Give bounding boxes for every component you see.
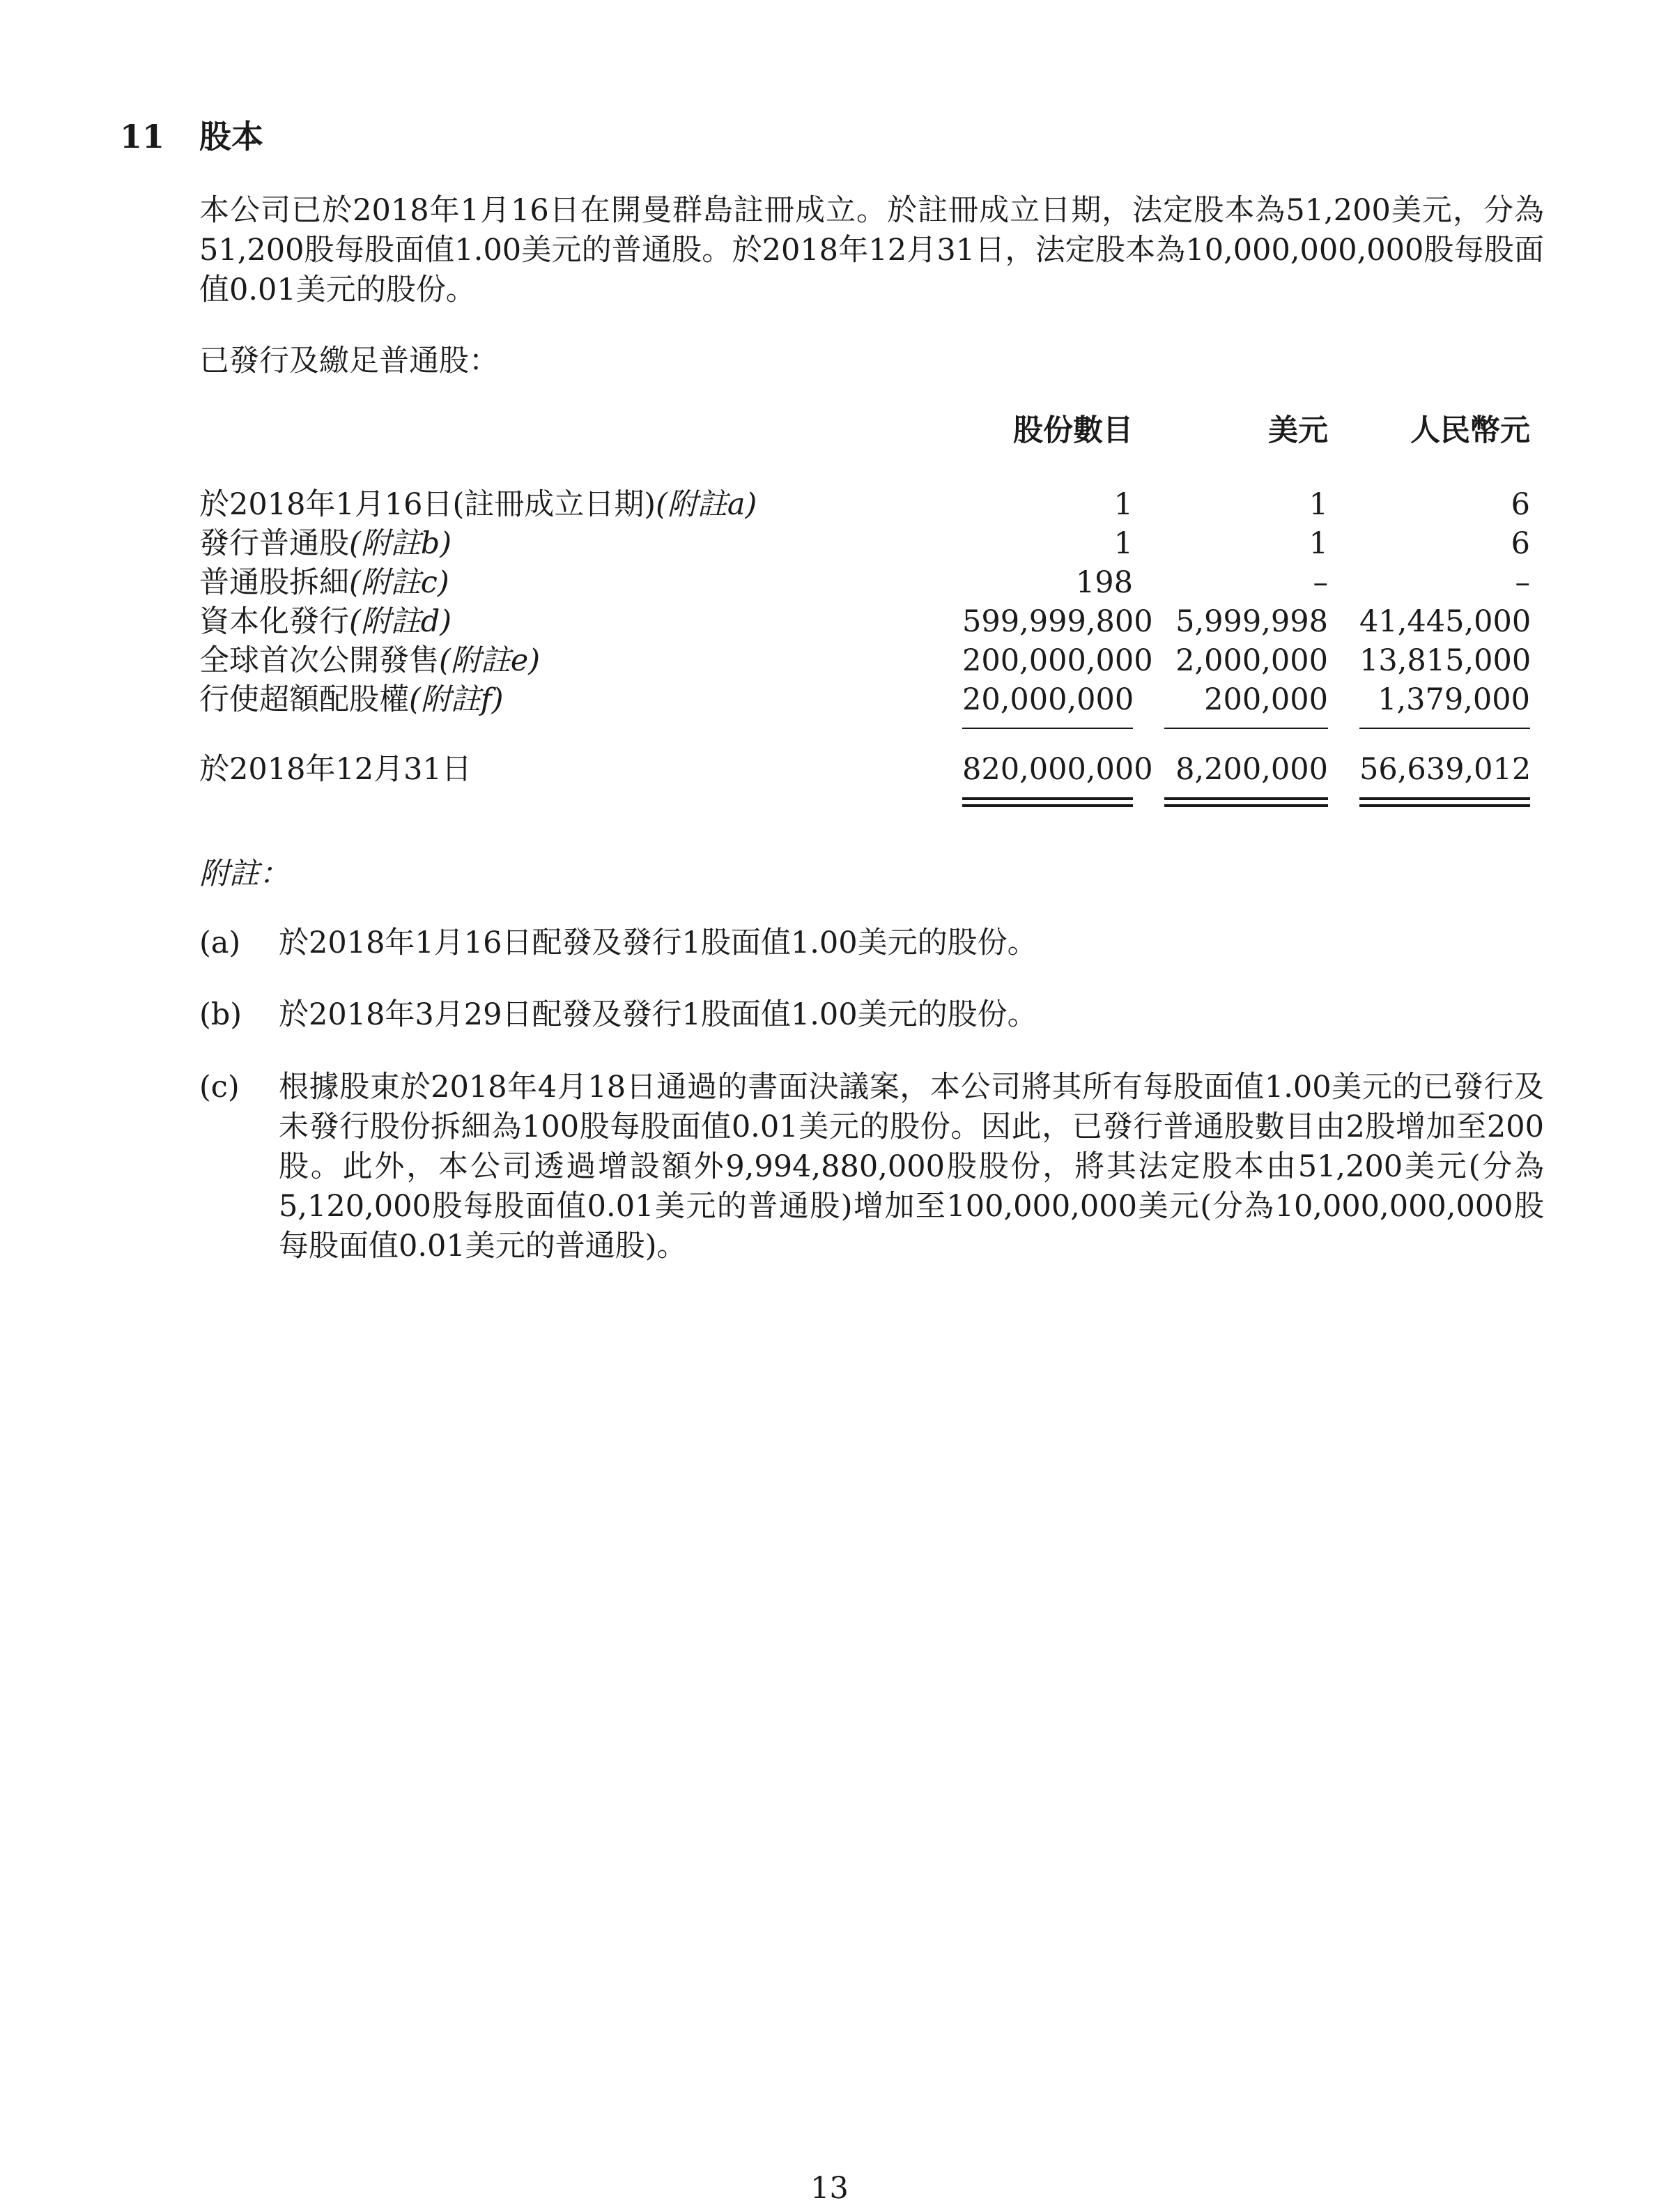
- header-usd: 美元: [1268, 413, 1328, 448]
- row-rmb: 1,379,000: [1378, 682, 1530, 717]
- page-number: 13: [810, 2171, 849, 2206]
- subtotal-rule-usd: [1164, 728, 1328, 729]
- subtotal-rule-shares: [962, 728, 1133, 729]
- table-row: [199, 485, 1530, 524]
- row-label: 行使超額配股權(附註f): [199, 682, 504, 717]
- row-shares: 1: [1113, 526, 1133, 561]
- row-usd: –: [1313, 565, 1328, 600]
- note-mark: (c): [199, 1070, 240, 1105]
- total-double-rule-top-usd: [1164, 797, 1328, 800]
- note-mark: (b): [199, 997, 242, 1032]
- row-note: (附註a): [656, 487, 757, 522]
- row-note: (附註e): [439, 643, 540, 678]
- row-rmb: 41,445,000: [1359, 604, 1531, 639]
- total-double-rule-top-rmb: [1359, 797, 1530, 800]
- table-row: [199, 680, 1530, 719]
- row-shares: 20,000,000: [962, 682, 1134, 717]
- row-rmb: –: [1515, 565, 1530, 600]
- issued-heading: 已發行及繳足普通股：: [199, 344, 499, 378]
- table-row: [199, 602, 1530, 641]
- row-shares: 1: [1113, 487, 1133, 522]
- row-shares: 599,999,800: [962, 604, 1153, 639]
- note-mark: (a): [199, 925, 241, 960]
- subtotal-rule-rmb: [1359, 728, 1530, 729]
- row-shares: 200,000,000: [962, 643, 1153, 678]
- table-row: [199, 563, 1530, 602]
- row-note: (附註f): [409, 682, 504, 717]
- total-double-rule-bottom-shares: [962, 804, 1133, 807]
- table-total-row: [199, 750, 1530, 789]
- section-title: 股本: [199, 118, 263, 155]
- table-row: [199, 524, 1530, 563]
- note-item: [199, 923, 1544, 963]
- row-label: 普通股拆細(附註c): [199, 565, 449, 600]
- row-rmb: 6: [1511, 487, 1530, 522]
- row-label: 發行普通股(附註b): [199, 526, 452, 561]
- note-text: 於2018年1月16日配發及發行1股面值1.00美元的股份。: [279, 925, 1037, 960]
- note-item: [199, 995, 1544, 1035]
- row-label: 於2018年1月16日(註冊成立日期)(附註a): [199, 487, 757, 522]
- row-usd: 1: [1309, 487, 1328, 522]
- note-text: 於2018年3月29日配發及發行1股面值1.00美元的股份。: [279, 997, 1037, 1032]
- row-label: 全球首次公開發售(附註e): [199, 643, 540, 678]
- row-rmb: 6: [1511, 526, 1530, 561]
- row-label: 資本化發行(附註d): [199, 604, 452, 639]
- row-usd: 2,000,000: [1175, 643, 1328, 678]
- total-double-rule-bottom-usd: [1164, 804, 1328, 807]
- note-text: 根據股東於2018年4月18日通過的書面決議案，本公司將其所有每股面值1.00美元的已發行及未發行股份拆細為100股每股面值0.01美元的股份。因此，已發行普通股數目由2股增加至200股。此外，本公司透過增設額外9,994,880,000股股份，將其法定股本由51,200美元(分為5,120,000股每股面值0.01美元的普通股)增加至100,000,000美元(分為10,000,000,000股每股面值0.01美元的普通股)。: [279, 1070, 1544, 1264]
- notes-title: 附註：: [199, 857, 289, 891]
- total-label: 於2018年12月31日: [199, 752, 472, 787]
- row-note: (附註d): [349, 604, 452, 639]
- row-usd: 1: [1309, 526, 1328, 561]
- total-rmb: 56,639,012: [1359, 752, 1531, 787]
- total-usd: 8,200,000: [1175, 752, 1328, 787]
- table-row: [199, 641, 1530, 680]
- row-usd: 200,000: [1204, 682, 1328, 717]
- section-heading: [120, 117, 263, 156]
- total-shares: 820,000,000: [962, 752, 1153, 787]
- row-shares: 198: [1075, 565, 1133, 600]
- header-rmb: 人民幣元: [1410, 413, 1530, 448]
- row-rmb: 13,815,000: [1359, 643, 1531, 678]
- row-note: (附註c): [349, 565, 449, 600]
- row-note: (附註b): [349, 526, 452, 561]
- total-double-rule-bottom-rmb: [1359, 804, 1530, 807]
- intro-paragraph: 本公司已於2018年1月16日在開曼群島註冊成立。於註冊成立日期，法定股本為51,200美元，分為51,200股每股面值1.00美元的普通股。於2018年12月31日，法定股本為10,000,000,000股每股面值0.01美元的股份。: [199, 193, 1544, 307]
- table-header: [199, 410, 1530, 452]
- total-double-rule-top-shares: [962, 797, 1133, 800]
- section-number: 11: [120, 118, 165, 155]
- header-shares: 股份數目: [1013, 413, 1133, 448]
- row-usd: 5,999,998: [1175, 604, 1328, 639]
- note-item: [199, 1068, 1544, 1266]
